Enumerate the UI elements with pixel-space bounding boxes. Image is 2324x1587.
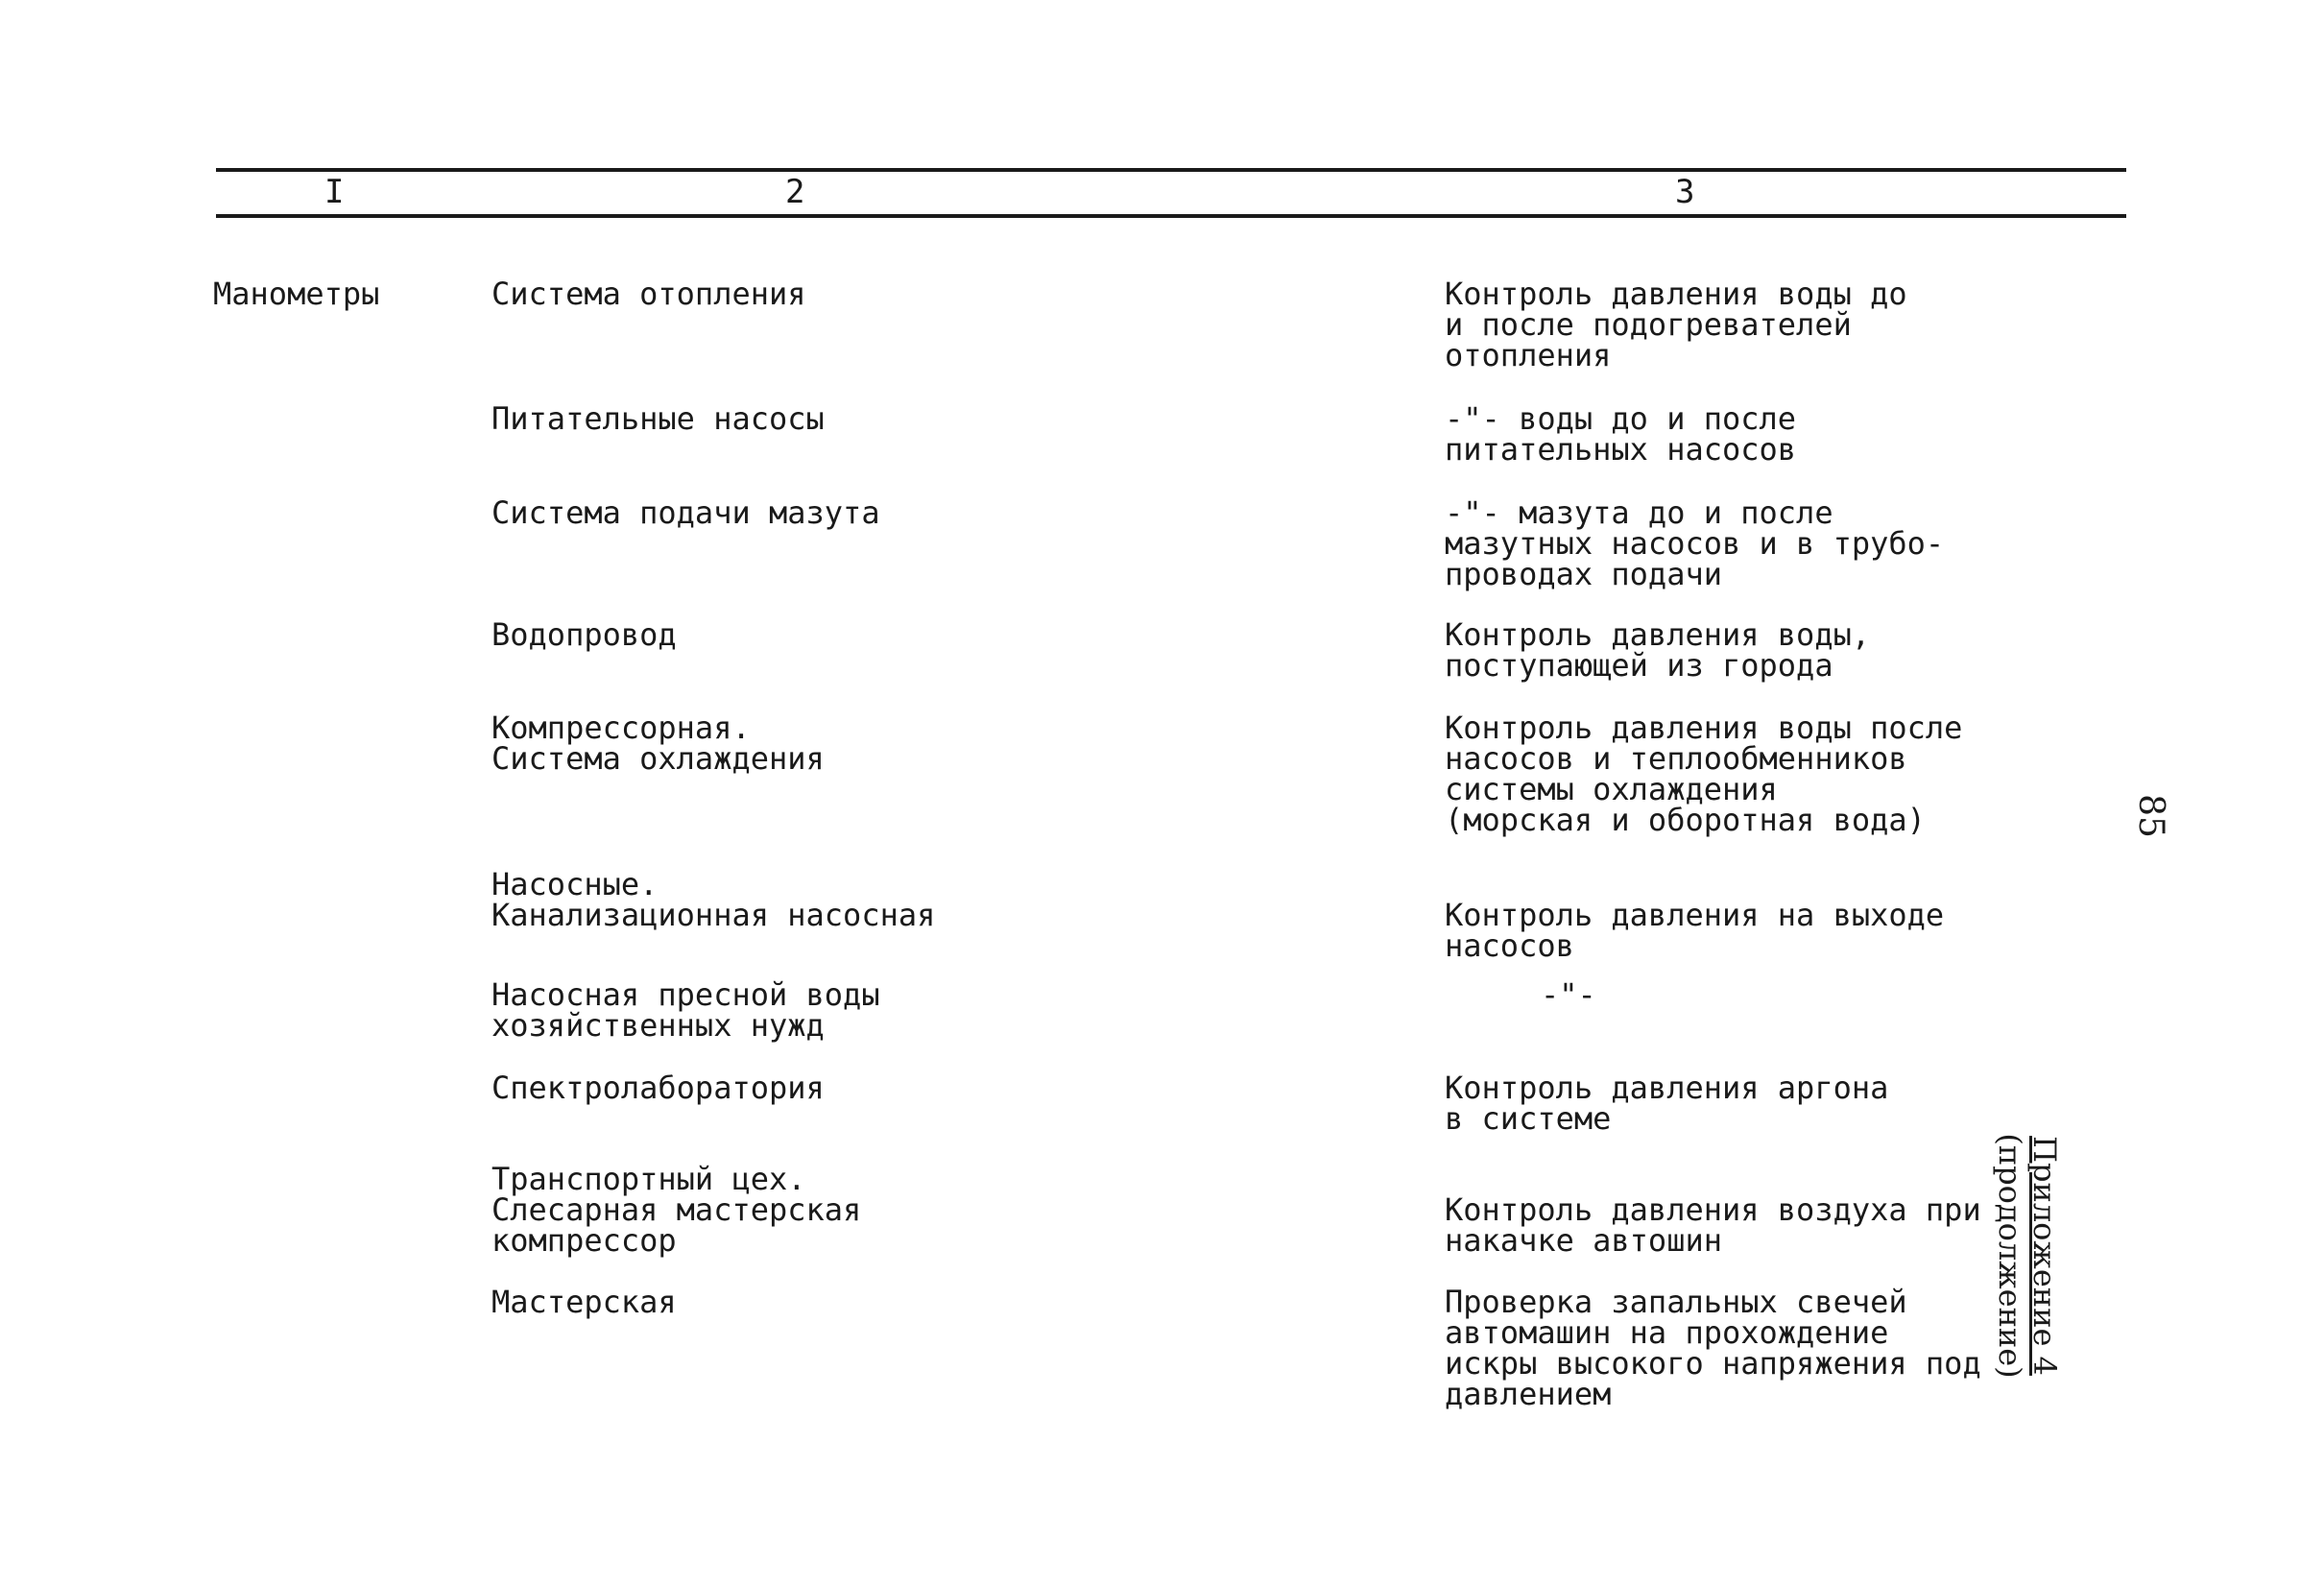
purpose-cell: Контроль давления воды до и после подогревателей отопления (1445, 276, 1907, 373)
purpose-cell: Проверка запальных свечей автомашин на прохождение искры высокого напряжения под давлением (1445, 1284, 1981, 1412)
column-number-2: 2 (785, 173, 805, 211)
purpose-cell: -"- мазута до и после мазутных насосов и в трубо- проводах подачи (1445, 494, 1945, 592)
column-number-3: 3 (1675, 173, 1695, 211)
location-cell: Водопровод (491, 616, 677, 653)
location-cell: Питательные насосы (491, 400, 825, 437)
purpose-cell: Контроль давления на выходе насосов (1445, 897, 1945, 964)
appendix-title: Приложение 4 (2026, 1136, 2063, 1376)
location-cell: Насосные. Канализационная насосная (491, 866, 936, 933)
purpose-cell: -"- (1541, 976, 1596, 1013)
purpose-cell: Контроль давления воды, поступающей из города (1445, 616, 1871, 684)
location-cell: Система отопления (491, 276, 806, 312)
purpose-cell: Контроль давления воды после насосов и теплообменников системы охлаждения (морская и оборотная вода) (1445, 709, 1963, 838)
page-number: 85 (2131, 794, 2170, 838)
location-cell: Мастерская (491, 1284, 677, 1320)
location-cell: Насосная пресной воды хозяйственных нужд (491, 976, 880, 1044)
column-number-1: I (324, 173, 345, 211)
instrument-name: Манометры (213, 276, 380, 312)
location-cell: Система подачи мазута (491, 494, 880, 531)
purpose-cell: -"- воды до и после питательных насосов (1445, 400, 1797, 468)
purpose-cell: Контроль давления воздуха при накачке автошин (1445, 1191, 1981, 1259)
appendix-label (1989, 1112, 2062, 1400)
location-cell: Спектролаборатория (491, 1070, 825, 1106)
appendix-continuation: (продолжение) (1992, 1133, 2028, 1379)
purpose-cell: Контроль давления аргона в системе (1445, 1070, 1889, 1137)
location-cell: Транспортный цех. Слесарная мастерская компрессор (491, 1161, 862, 1259)
header-top-rule (216, 168, 2126, 172)
header-bottom-rule (216, 214, 2126, 218)
location-cell: Компрессорная. Система охлаждения (491, 709, 825, 777)
